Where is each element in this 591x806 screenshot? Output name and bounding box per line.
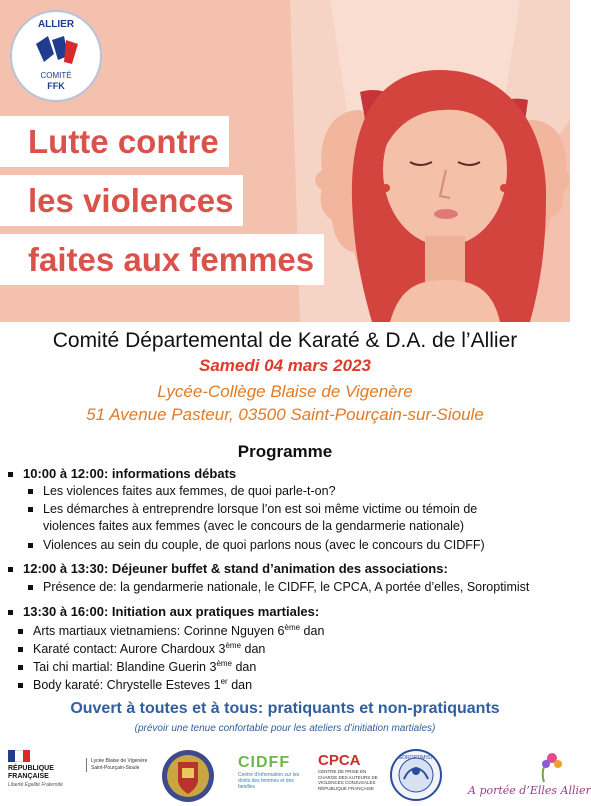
list-item: Les violences faites aux femmes, de quoi parle-t-on? — [28, 484, 336, 498]
cpca-logo: CPCA CENTRE DE PRISE EN CHARGE DES AUTEURS DE VIOLENCES CONJUGALES RÉPUBLIQUE FRANÇAISE — [318, 752, 378, 791]
coat-of-arms-icon — [158, 748, 218, 804]
list-item: Arts martiaux vietnamiens: Corinne Nguyen 6ème dan — [18, 623, 324, 638]
open-to-all-statement: Ouvert à toutes et à tous: pratiquants et non-pratiquants — [70, 700, 500, 717]
square-bullet-icon — [28, 585, 33, 590]
square-bullet-icon — [8, 610, 13, 615]
square-bullet-icon — [8, 567, 13, 572]
event-date: Samedi 04 mars 2023 — [198, 356, 371, 375]
republique-francaise-logo: RÉPUBLIQUE FRANÇAISE Liberté Égalité Fraternité — [8, 750, 78, 789]
square-bullet-icon — [28, 507, 33, 512]
logo-middle-text: COMITÉ — [40, 71, 72, 80]
organizer: Comité Départemental de Karaté & D.A. de l’Allier — [52, 329, 518, 352]
list-item: Les démarches à entreprendre lorsque l’on est soi même victime ou témoin de — [28, 502, 477, 516]
square-bullet-icon — [28, 489, 33, 494]
square-bullet-icon — [18, 683, 23, 688]
list-item: Présence de: la gendarmerie nationale, le CIDFF, le CPCA, A portée d’elles, Soroptimist — [28, 580, 529, 594]
programme-section: 12:00 à 13:30: Déjeuner buffet & stand d’animation des associations: — [8, 561, 448, 576]
programme-section: 10:00 à 12:00: informations débats — [8, 466, 236, 481]
title-line-3: faites aux femmes — [0, 234, 324, 285]
event-venue: Lycée-Collège Blaise de Vigenère — [157, 382, 413, 401]
programme-section: 13:30 à 16:00: Initiation aux pratiques martiales: — [8, 604, 319, 619]
list-item: Violences au sein du couple, de quoi parlons nous (avec le concours du CIDFF) — [28, 538, 485, 552]
list-item: Karaté contact: Aurore Chardoux 3ème dan — [18, 641, 265, 656]
list-item: Tai chi martial: Blandine Guerin 3ème dan — [18, 659, 256, 674]
clothing-note: (prévoir une tenue confortable pour les ateliers d’initiation martiales) — [134, 723, 436, 734]
sponsor-logos — [0, 748, 591, 806]
a-portee-d-elles-logo: A portée d’Elles Allier — [460, 752, 568, 804]
title-line-1: Lutte contre — [0, 116, 229, 167]
logo-bottom-text: FFK — [47, 81, 65, 91]
logo-top-text: ALLIER — [37, 19, 75, 30]
square-bullet-icon — [8, 472, 13, 477]
square-bullet-icon — [28, 543, 33, 548]
square-bullet-icon — [18, 629, 23, 634]
list-item-continuation: violences faites aux femmes (avec le concours de la gendarmerie nationale) — [43, 519, 465, 533]
svg-text:SOROPTIMIST: SOROPTIMIST — [398, 755, 434, 761]
square-bullet-icon — [18, 647, 23, 652]
list-item: Body karaté: Chrystelle Esteves 1er dan — [18, 677, 252, 692]
cidff-logo: CIDFF Centre d’information sur les droits des femmes et des familles — [238, 754, 300, 790]
soroptimist-logo — [390, 749, 442, 801]
header-banner — [0, 0, 570, 322]
title-line-2: les violences — [0, 175, 243, 226]
school-logo-text: Lycée Blaise de Vigenère Saint-Pourçain-Sioule — [86, 758, 157, 772]
flower-icon — [460, 752, 568, 788]
square-bullet-icon — [18, 665, 23, 670]
event-address: 51 Avenue Pasteur, 03500 Saint-Pourçain-sur-Sioule — [86, 405, 484, 424]
french-flag-icon — [8, 750, 30, 762]
comite-ffk-logo — [10, 10, 102, 102]
programme-title: Programme — [237, 442, 333, 461]
karate-emblem-icon — [34, 34, 80, 70]
